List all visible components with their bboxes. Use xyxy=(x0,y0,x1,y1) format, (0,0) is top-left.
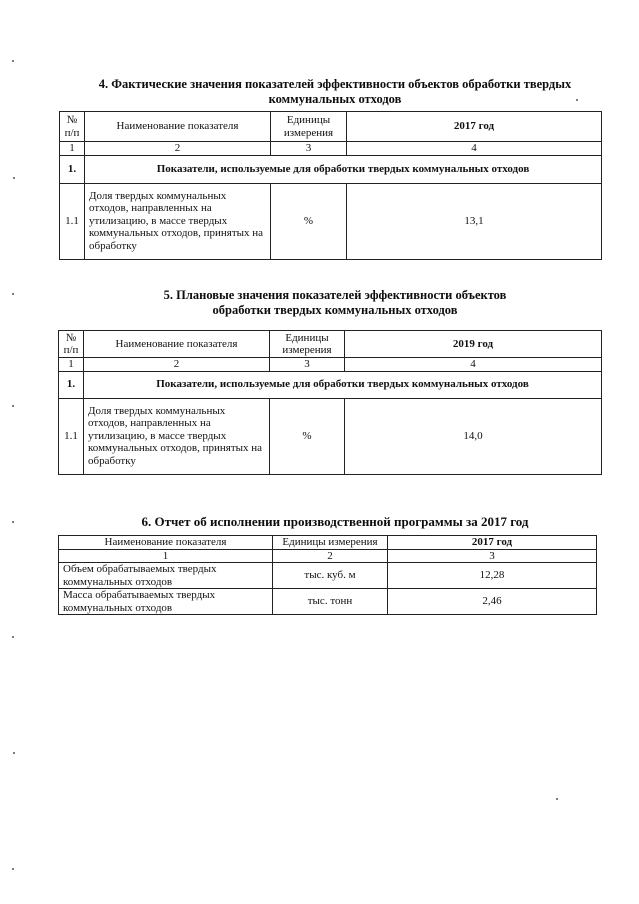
row-unit: тыс. куб. м xyxy=(273,563,388,589)
header-year: 2017 год xyxy=(388,536,597,550)
section4-title xyxy=(60,77,610,107)
col-number: 2 xyxy=(85,142,271,156)
section5-title-line2: обработки твердых коммунальных отходов xyxy=(212,303,458,317)
row-value: 2,46 xyxy=(388,589,597,615)
row-unit: % xyxy=(271,183,347,259)
section4-table xyxy=(59,111,602,260)
section4-title-line2: коммунальных отходов xyxy=(268,92,402,106)
header-unit: Единицы измерения xyxy=(271,112,347,142)
col-number: 1 xyxy=(60,142,85,156)
section6-table xyxy=(58,535,597,615)
row-value: 13,1 xyxy=(347,183,602,259)
scan-speck xyxy=(12,636,14,638)
col-number: 1 xyxy=(59,358,84,372)
section5-table xyxy=(58,330,602,475)
header-year: 2017 год xyxy=(347,112,602,142)
group-label: Показатели, используемые для обработки твердых коммунальных отходов xyxy=(84,371,602,398)
table-row xyxy=(59,589,597,615)
scan-speck xyxy=(12,405,14,407)
header-year: 2019 год xyxy=(345,331,602,358)
table-header-row xyxy=(59,536,597,550)
row-unit: % xyxy=(270,398,345,474)
table-header-row xyxy=(59,331,602,358)
numbering-row xyxy=(60,142,602,156)
row-num: 1.1 xyxy=(59,398,84,474)
group-num: 1. xyxy=(60,155,85,183)
section6-title: 6. Отчет об исполнении производственной программы за 2017 год xyxy=(141,514,529,529)
scan-speck xyxy=(12,60,14,62)
row-name: Доля твердых коммунальных отходов, направленных на утилизацию, в массе твердых коммунальных отходов, принятых на обработку xyxy=(85,183,271,259)
col-number: 2 xyxy=(273,549,388,563)
group-label: Показатели, используемые для обработки твердых коммунальных отходов xyxy=(85,155,602,183)
group-row xyxy=(59,371,602,398)
section5-title-line1: 5. Плановые значения показателей эффективности объектов xyxy=(163,288,507,302)
header-unit: Единицы измерения xyxy=(270,331,345,358)
numbering-row xyxy=(59,549,597,563)
group-num: 1. xyxy=(59,371,84,398)
row-name: Масса обрабатываемых твердых коммунальных отходов xyxy=(59,589,273,615)
table-row xyxy=(60,183,602,259)
row-name: Доля твердых коммунальных отходов, направленных на утилизацию, в массе твердых коммунальных отходов, принятых на обработку xyxy=(84,398,270,474)
table-header-row xyxy=(60,112,602,142)
numbering-row xyxy=(59,358,602,372)
header-name: Наименование показателя xyxy=(59,536,273,550)
col-number: 2 xyxy=(84,358,270,372)
col-number: 3 xyxy=(388,549,597,563)
col-number: 4 xyxy=(345,358,602,372)
row-value: 14,0 xyxy=(345,398,602,474)
section5-title xyxy=(60,288,610,318)
scan-speck xyxy=(12,868,14,870)
table-row xyxy=(59,398,602,474)
section4-title-line1: 4. Фактические значения показателей эффективности объектов обработки твердых xyxy=(98,77,572,91)
table-row xyxy=(59,563,597,589)
col-number: 1 xyxy=(59,549,273,563)
header-name: Наименование показателя xyxy=(85,112,271,142)
header-num: № п/п xyxy=(60,112,85,142)
col-number: 4 xyxy=(347,142,602,156)
row-num: 1.1 xyxy=(60,183,85,259)
row-unit: тыс. тонн xyxy=(273,589,388,615)
col-number: 3 xyxy=(270,358,345,372)
scan-speck xyxy=(13,752,15,754)
scan-speck xyxy=(13,177,15,179)
col-number: 3 xyxy=(271,142,347,156)
scan-speck xyxy=(576,99,578,101)
header-unit: Единицы измерения xyxy=(273,536,388,550)
scan-speck xyxy=(12,521,14,523)
group-row xyxy=(60,155,602,183)
header-name: Наименование показателя xyxy=(84,331,270,358)
row-name: Объем обрабатываемых твердых коммунальных отходов xyxy=(59,563,273,589)
scan-speck xyxy=(12,293,14,295)
header-num: № п/п xyxy=(59,331,84,358)
row-value: 12,28 xyxy=(388,563,597,589)
scan-speck xyxy=(556,798,558,800)
